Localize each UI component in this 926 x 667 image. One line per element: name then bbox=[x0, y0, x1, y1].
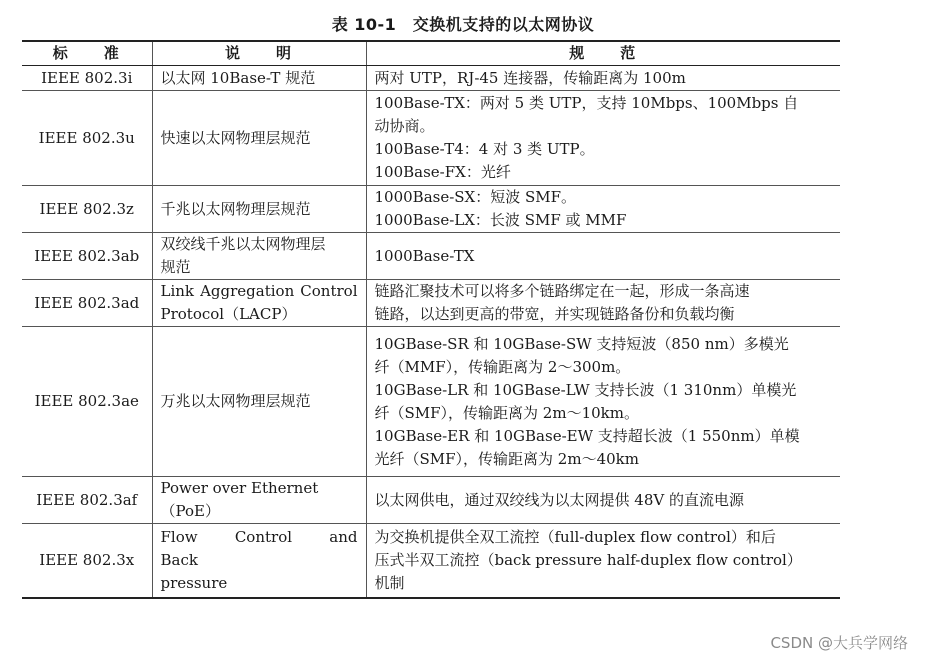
spec-line: 1000Base-TX bbox=[374, 246, 475, 265]
spec-cell bbox=[366, 524, 840, 598]
description-line: 快速以太网物理层规范 bbox=[160, 128, 311, 147]
standard-cell: IEEE 802.3af bbox=[22, 477, 152, 524]
standard-cell: IEEE 802.3i bbox=[22, 66, 152, 91]
spec-line: 链路，以达到更高的带宽，并实现链路备份和负载均衡 bbox=[374, 305, 735, 323]
description-cell bbox=[152, 66, 366, 91]
spec-line: 1000Base-LX：长波 SMF 或 MMF bbox=[374, 211, 627, 229]
spec-line: 两对 UTP，RJ-45 连接器，传输距离为 100m bbox=[374, 68, 686, 87]
spec-cell bbox=[366, 186, 840, 233]
spec-cell bbox=[366, 327, 840, 477]
description-line: 以太网 10Base-T 规范 bbox=[160, 68, 316, 87]
table-row bbox=[22, 91, 840, 186]
spec-line: 100Base-T4：4 对 3 类 UTP。 bbox=[374, 140, 595, 158]
description-line: 双绞线千兆以太网物理层 bbox=[160, 235, 326, 253]
standard-cell: IEEE 802.3ab bbox=[22, 233, 152, 280]
description-cell bbox=[152, 280, 366, 327]
table-row bbox=[22, 524, 840, 598]
description-line: 万兆以太网物理层规范 bbox=[160, 392, 311, 410]
spec-cell bbox=[366, 280, 840, 327]
spec-cell bbox=[366, 477, 840, 524]
description-line: Link Aggregation Control bbox=[160, 282, 358, 300]
description-cell bbox=[152, 186, 366, 233]
protocol-table bbox=[22, 40, 840, 599]
spec-cell bbox=[366, 233, 840, 280]
spec-line: 链路汇聚技术可以将多个链路绑定在一起，形成一条高速 bbox=[374, 282, 750, 300]
table-header-row bbox=[22, 41, 840, 66]
description-line: 规范 bbox=[160, 258, 191, 276]
table-row bbox=[22, 186, 840, 233]
spec-cell bbox=[366, 91, 840, 186]
description-line: pressure bbox=[160, 573, 228, 592]
spec-line: 机制 bbox=[374, 573, 405, 592]
description-cell bbox=[152, 477, 366, 524]
header-description: 说 明 bbox=[152, 41, 366, 66]
spec-line: 为交换机提供全双工流控（full-duplex flow control）和后 bbox=[374, 527, 776, 546]
description-line: Flow Control and Back bbox=[160, 527, 373, 569]
spec-line: 以太网供电，通过双绞线为以太网提供 48V 的直流电源 bbox=[374, 490, 744, 509]
description-line: Power over Ethernet bbox=[160, 479, 319, 497]
spec-line: 压式半双工流控（back pressure half-duplex flow control） bbox=[374, 550, 802, 569]
spec-line: 纤（SMF），传输距离为 2m～10km。 bbox=[374, 403, 639, 422]
table-caption: 表 10-1 交换机支持的以太网协议 bbox=[331, 15, 595, 34]
spec-line: 100Base-FX：光纤 bbox=[374, 163, 511, 181]
description-line: （PoE） bbox=[160, 502, 220, 520]
table-row bbox=[22, 66, 840, 91]
description-cell bbox=[152, 524, 373, 598]
table-row bbox=[22, 280, 840, 327]
table-row bbox=[22, 327, 840, 477]
spec-line: 动协商。 bbox=[374, 117, 435, 135]
standard-cell: IEEE 802.3ae bbox=[22, 327, 152, 477]
spec-line: 1000Base-SX：短波 SMF。 bbox=[374, 188, 577, 206]
spec-cell bbox=[366, 66, 840, 91]
table-row bbox=[22, 233, 840, 280]
spec-line: 10GBase-LR 和 10GBase-LW 支持长波（1 310nm）单模光 bbox=[374, 380, 797, 399]
standard-cell: IEEE 802.3x bbox=[22, 524, 152, 598]
spec-line: 100Base-TX：两对 5 类 UTP，支持 10Mbps、100Mbps 自 bbox=[374, 94, 799, 112]
description-cell bbox=[152, 91, 366, 186]
header-spec: 规 范 bbox=[366, 41, 840, 66]
description-line: 千兆以太网物理层规范 bbox=[160, 199, 311, 218]
spec-line: 纤（MMF），传输距离为 2～300m。 bbox=[374, 357, 631, 376]
header-standard: 标 准 bbox=[22, 41, 152, 66]
table-body bbox=[22, 66, 840, 598]
standard-cell: IEEE 802.3ad bbox=[22, 280, 152, 327]
table-row bbox=[22, 477, 840, 524]
spec-line: 10GBase-ER 和 10GBase-EW 支持超长波（1 550nm）单模 bbox=[374, 426, 800, 445]
standard-cell: IEEE 802.3z bbox=[22, 186, 152, 233]
description-line: Protocol（LACP） bbox=[160, 305, 297, 323]
description-cell bbox=[152, 327, 366, 477]
standard-cell: IEEE 802.3u bbox=[22, 91, 152, 186]
watermark: CSDN @大兵学网络 bbox=[770, 634, 908, 652]
spec-line: 10GBase-SR 和 10GBase-SW 支持短波（850 nm）多模光 bbox=[374, 334, 789, 353]
spec-line: 光纤（SMF），传输距离为 2m～40km bbox=[374, 449, 639, 468]
description-cell bbox=[152, 233, 366, 280]
